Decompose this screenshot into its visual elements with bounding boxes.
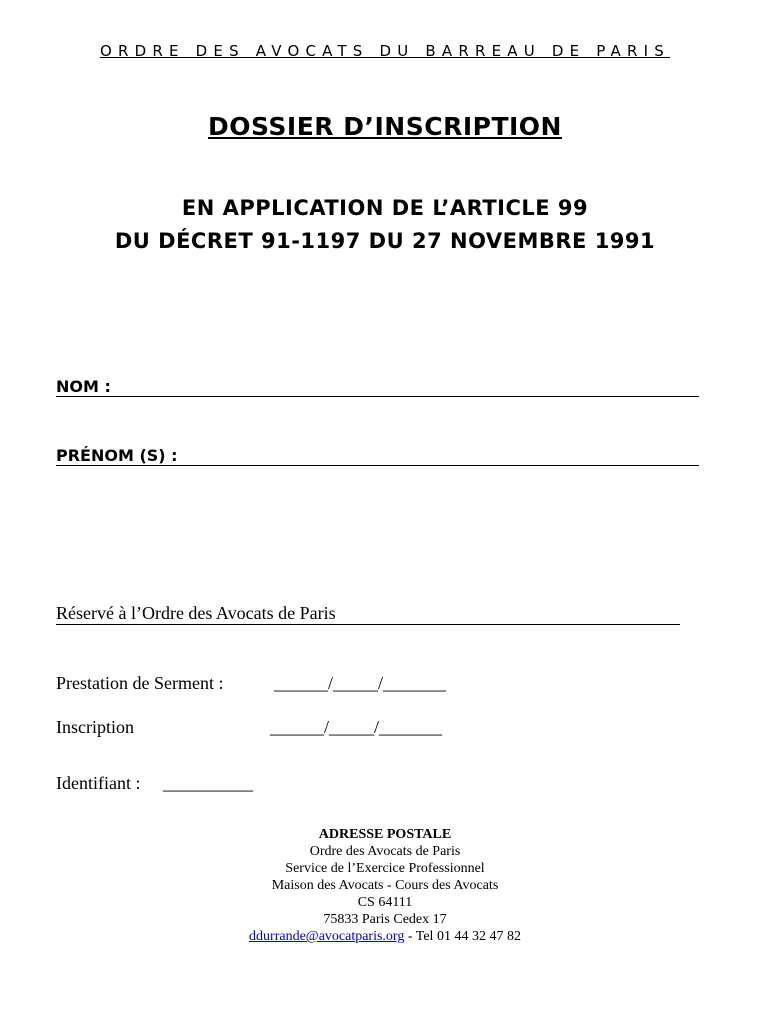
identifiant-label: Identifiant : (56, 773, 141, 793)
prenom-label: PRÉNOM (S) : (56, 446, 178, 465)
inscription-label: Inscription (56, 717, 134, 737)
email-link[interactable]: ddurrande@avocatparis.org (249, 929, 405, 944)
nom-field-line[interactable] (56, 396, 699, 397)
phone-text: - Tel 01 44 32 47 82 (404, 929, 521, 944)
reserved-underline (56, 624, 680, 625)
reserved-title: Réservé à l’Ordre des Avocats de Paris (56, 603, 336, 623)
address-line: 75833 Paris Cedex 17 (323, 912, 447, 927)
contact-line (0, 928, 770, 945)
address-line: Service de l’Exercice Professionnel (285, 861, 485, 876)
header-organization: ORDRE DES AVOCATS DU BARREAU DE PARIS (100, 42, 670, 60)
subtitle-line-1: EN APPLICATION DE L’ARTICLE 99 (181, 196, 589, 220)
address-line: Ordre des Avocats de Paris (309, 844, 461, 859)
serment-date-field[interactable]: ______/_____/_______ (274, 673, 447, 693)
document-title: DOSSIER D’INSCRIPTION (208, 112, 562, 141)
address-line: Maison des Avocats - Cours des Avocats (271, 878, 499, 893)
address-line: CS 64111 (357, 895, 413, 910)
serment-label: Prestation de Serment : (56, 673, 224, 693)
prenom-field-line[interactable] (56, 465, 699, 466)
subtitle-line-2: DU DÉCRET 91-1197 DU 27 NOVEMBRE 1991 (114, 229, 656, 253)
identifiant-field[interactable]: __________ (163, 773, 253, 793)
address-heading: ADRESSE POSTALE (318, 827, 452, 842)
postal-address-block (0, 826, 770, 945)
nom-label: NOM : (56, 377, 111, 396)
inscription-date-field[interactable]: ______/_____/_______ (270, 717, 443, 737)
